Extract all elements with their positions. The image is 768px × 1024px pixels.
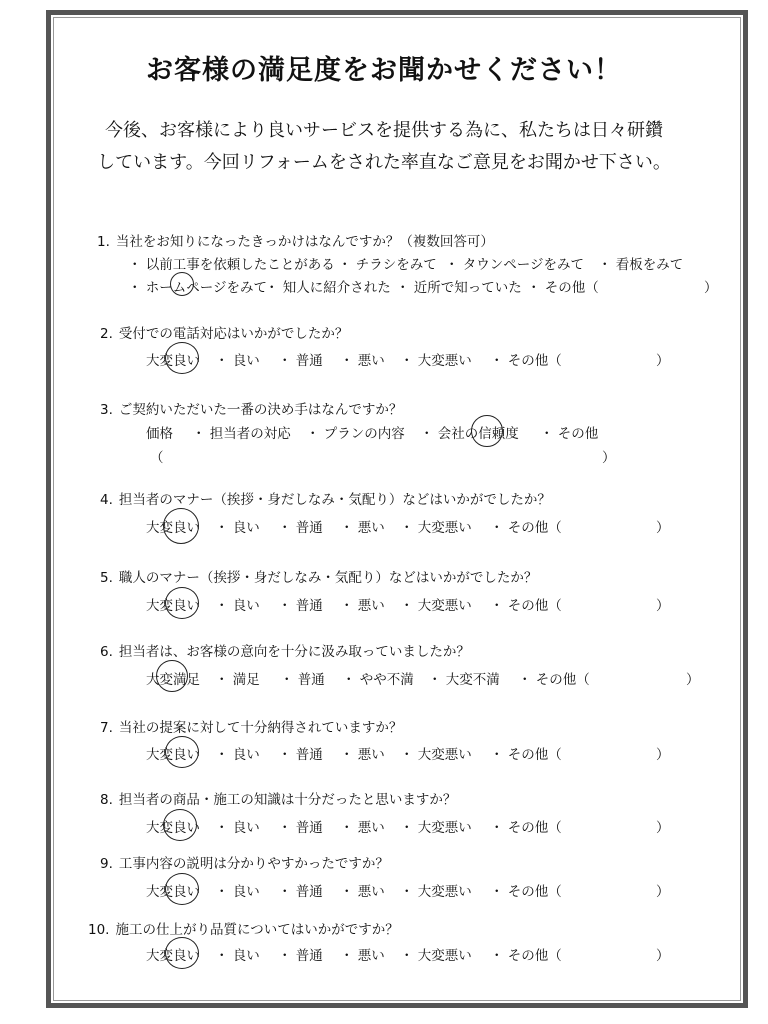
question-text: 担当者は、お客様の意向を十分に汲み取っていましたか？	[118, 644, 470, 660]
q3-option[interactable]: ・ プランの内容	[306, 426, 405, 442]
question-number: 3.	[100, 402, 113, 418]
answer-circle	[170, 272, 194, 296]
q1-option[interactable]: ・ タウンページをみて	[445, 257, 585, 273]
q5-option[interactable]: ・ 良い	[215, 598, 260, 614]
q7-option[interactable]: ・ 普通	[278, 747, 323, 763]
question-6	[100, 640, 470, 660]
answer-circle	[163, 809, 197, 841]
q4-option[interactable]: 大変良い	[146, 520, 200, 536]
answer-circle	[163, 508, 199, 544]
question-number: 5.	[100, 570, 113, 586]
q2-option[interactable]: ・ 良い	[215, 353, 260, 369]
q8-option[interactable]: ・ 大変悪い	[400, 820, 472, 836]
q1-option[interactable]: ・ 近所で知っていた	[396, 280, 522, 296]
q1-option[interactable]: ・ 以前工事を依頼したことがある	[128, 257, 335, 273]
answer-circle	[165, 873, 199, 905]
q7-option[interactable]: ・ その他（	[490, 747, 562, 763]
question-7	[100, 716, 402, 736]
q6-option[interactable]: ・ やや不満	[342, 672, 414, 688]
question-text: 当社をお知りになったきっかけはなんですか？（複数回答可）	[115, 234, 494, 250]
question-3	[100, 398, 402, 418]
q5-option[interactable]: ・ 大変悪い	[400, 598, 472, 614]
q10-option[interactable]: ・ その他（	[490, 948, 562, 964]
q9-option[interactable]: ・ 普通	[278, 884, 323, 900]
answer-circle	[165, 342, 199, 374]
question-text: 職人のマナー（挨拶・身だしなみ・気配り）などはいかがでしたか？	[118, 570, 538, 586]
question-4	[100, 488, 551, 508]
answer-circle	[165, 736, 199, 768]
question-8	[100, 788, 456, 808]
q3-paren-close: ）	[602, 450, 616, 466]
q4-option[interactable]: ・ 悪い	[340, 520, 385, 536]
q6-option[interactable]: ・ その他（	[518, 672, 590, 688]
question-text: 担当者の商品・施工の知識は十分だったと思いますか？	[118, 792, 457, 808]
q1-option[interactable]: ・ 看板をみて	[598, 257, 684, 273]
q4-option[interactable]: ・ その他（	[490, 520, 562, 536]
q7-option[interactable]: 大変良い	[146, 747, 200, 763]
question-number: 8.	[100, 792, 113, 808]
q3-paren-open: （	[150, 450, 164, 466]
q5-option[interactable]: ・ その他（	[490, 598, 562, 614]
q3-option[interactable]: ・ 会社の信頼度	[420, 426, 519, 442]
q9-paren-close: ）	[656, 884, 670, 900]
q8-option[interactable]: ・ 良い	[215, 820, 260, 836]
question-number: 4.	[100, 492, 113, 508]
q2-option[interactable]: 大変良い	[146, 353, 200, 369]
q8-option[interactable]: ・ その他（	[490, 820, 562, 836]
q1-option[interactable]: ・ ホームページをみて	[128, 280, 268, 296]
question-text: 工事内容の説明は分かりやすかったですか？	[118, 856, 389, 872]
intro-line-2: しています。今回リフォームをされた率直なご意見をお聞かせ下さい。	[97, 152, 671, 173]
q6-option[interactable]: ・ 大変不満	[428, 672, 500, 688]
q3-option[interactable]: ・ 担当者の対応	[192, 426, 291, 442]
q10-option[interactable]: ・ 良い	[215, 948, 260, 964]
q4-option[interactable]: ・ 大変悪い	[400, 520, 472, 536]
q7-option[interactable]: ・ 良い	[215, 747, 260, 763]
question-text: 施工の仕上がり品質についてはいかがですか？	[115, 922, 399, 938]
answer-circle	[165, 937, 199, 969]
q1-option[interactable]: ・ 知人に紹介された	[265, 280, 391, 296]
q1-option[interactable]: ・ チラシをみて	[338, 257, 437, 273]
q8-option[interactable]: ・ 普通	[278, 820, 323, 836]
q7-option[interactable]: ・ 大変悪い	[400, 747, 472, 763]
question-1	[97, 230, 494, 250]
q9-option[interactable]: ・ 良い	[215, 884, 260, 900]
q5-option[interactable]: ・ 普通	[278, 598, 323, 614]
question-text: 当社の提案に対して十分納得されていますか？	[118, 720, 403, 736]
answer-circle	[165, 587, 199, 619]
q6-paren-close: ）	[686, 672, 700, 688]
q6-option[interactable]: ・ 普通	[280, 672, 325, 688]
question-number: 10.	[88, 922, 110, 938]
question-number: 2.	[100, 326, 113, 342]
q9-option[interactable]: ・ その他（	[490, 884, 562, 900]
q1-paren-close: ）	[704, 280, 718, 296]
question-number: 6.	[100, 644, 113, 660]
question-number: 7.	[100, 720, 113, 736]
q8-option[interactable]: 大変良い	[146, 820, 200, 836]
q9-option[interactable]: ・ 悪い	[340, 884, 385, 900]
q5-option[interactable]: 大変良い	[146, 598, 200, 614]
q10-option[interactable]: ・ 普通	[278, 948, 323, 964]
q5-paren-close: ）	[656, 598, 670, 614]
question-text: 担当者のマナー（挨拶・身だしなみ・気配り）などはいかがでしたか？	[118, 492, 551, 508]
q1-option[interactable]: ・ その他（	[527, 280, 599, 296]
q10-option[interactable]: 大変良い	[146, 948, 200, 964]
q6-option[interactable]: ・ 満足	[215, 672, 260, 688]
q5-option[interactable]: ・ 悪い	[340, 598, 385, 614]
q2-option[interactable]: ・ その他（	[490, 353, 562, 369]
question-9	[100, 852, 389, 872]
question-text: 受付での電話対応はいかがでしたか？	[118, 326, 349, 342]
q9-option[interactable]: ・ 大変悪い	[400, 884, 472, 900]
q7-paren-close: ）	[656, 747, 670, 763]
question-number: 1.	[97, 234, 110, 250]
answer-circle	[471, 415, 503, 447]
q10-option[interactable]: ・ 大変悪い	[400, 948, 472, 964]
q2-option[interactable]: ・ 悪い	[340, 353, 385, 369]
q3-option[interactable]: 価格	[146, 426, 173, 442]
question-2	[100, 322, 348, 342]
q4-option[interactable]: ・ 良い	[215, 520, 260, 536]
q6-option[interactable]: 大変満足	[146, 672, 200, 688]
question-10	[88, 918, 399, 938]
q2-option[interactable]: ・ 普通	[278, 353, 323, 369]
q8-paren-close: ）	[656, 820, 670, 836]
q4-option[interactable]: ・ 普通	[278, 520, 323, 536]
question-text: ご契約いただいた一番の決め手はなんですか？	[118, 402, 403, 418]
q2-option[interactable]: ・ 大変悪い	[400, 353, 472, 369]
q10-option[interactable]: ・ 悪い	[340, 948, 385, 964]
q2-paren-close: ）	[656, 353, 670, 369]
q9-option[interactable]: 大変良い	[146, 884, 200, 900]
survey-title: お客様の満足度をお聞かせください！	[146, 55, 622, 86]
answer-circle	[156, 660, 188, 692]
q4-paren-close: ）	[656, 520, 670, 536]
question-5	[100, 566, 537, 586]
intro-line-1: 今後、お客様により良いサービスを提供する為に、私たちは日々研鑽	[105, 120, 663, 141]
q8-option[interactable]: ・ 悪い	[340, 820, 385, 836]
q10-paren-close: ）	[656, 948, 670, 964]
q3-option[interactable]: ・ その他	[540, 426, 599, 442]
q7-option[interactable]: ・ 悪い	[340, 747, 385, 763]
question-number: 9.	[100, 856, 113, 872]
